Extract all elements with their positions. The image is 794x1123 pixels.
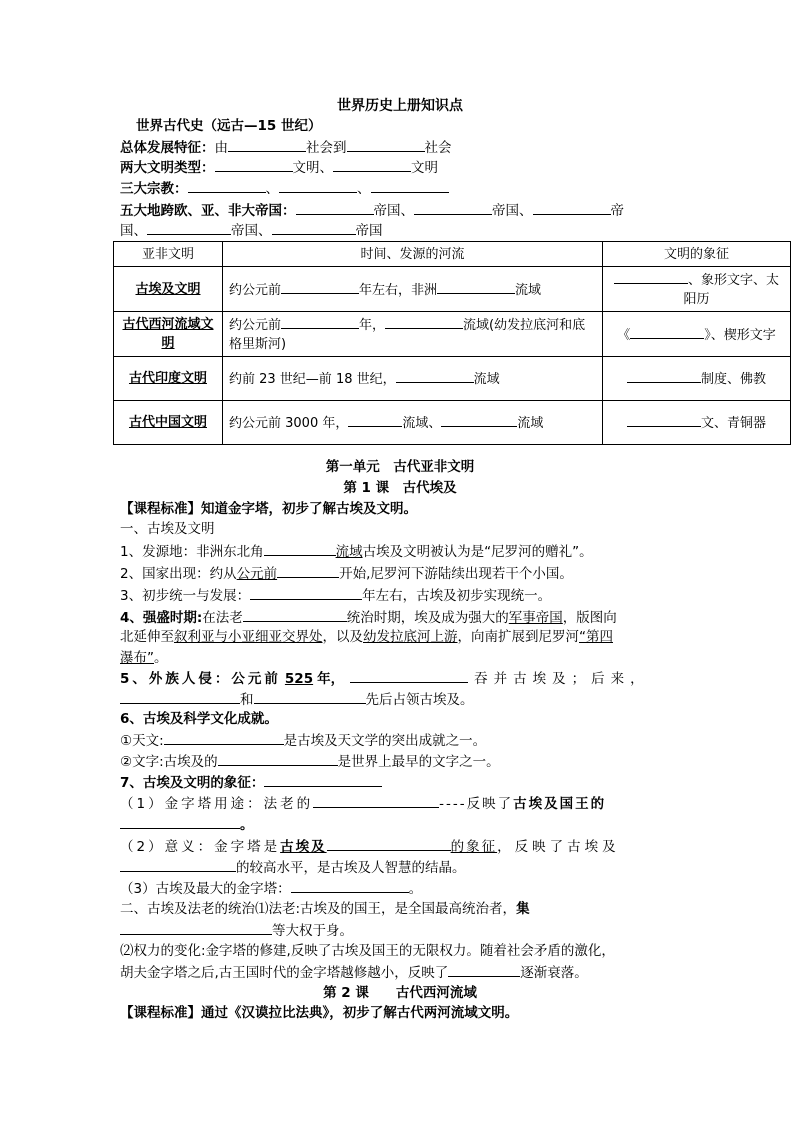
- unit-heading: 第一单元 古代亚非文明: [325, 459, 475, 475]
- text: 。: [154, 650, 168, 666]
- blank[interactable]: [614, 269, 688, 284]
- text: 叙利亚与小亚细亚交界处: [174, 629, 323, 645]
- invade-line-1: [120, 668, 680, 689]
- blank[interactable]: [414, 200, 492, 215]
- overview-label: 三大宗教：: [120, 181, 188, 197]
- text: ，版图向: [562, 610, 617, 626]
- lesson-heading: 第 1 课 古代埃及: [343, 480, 457, 496]
- text: 文明: [411, 160, 438, 176]
- text: 。: [240, 817, 254, 833]
- strong-line-2: [120, 627, 680, 647]
- text: 约公元前 3000 年，: [229, 416, 349, 431]
- text: 》、楔形文字: [704, 327, 776, 343]
- overview-label: 五大地跨欧、亚、非大帝国：: [120, 203, 296, 219]
- blank[interactable]: [627, 368, 701, 383]
- symbol-cell: [603, 312, 791, 357]
- text: 胡夫金字塔之后,古王国时代的金字塔越修越小，反映了: [120, 965, 449, 981]
- blank[interactable]: [272, 220, 356, 235]
- text: 帝国、: [231, 223, 272, 239]
- text: ，以及: [322, 629, 363, 645]
- blank[interactable]: [243, 607, 347, 622]
- table-row: [114, 401, 791, 445]
- largest-line: [120, 878, 680, 899]
- power-line-2: [120, 962, 680, 983]
- blank[interactable]: [254, 689, 366, 704]
- blank[interactable]: [215, 157, 293, 172]
- astro-line: [120, 730, 680, 751]
- text: 2、国家出现：约从: [120, 566, 237, 582]
- blank[interactable]: [437, 279, 515, 294]
- text: 和: [240, 692, 254, 708]
- text: 古埃及: [280, 839, 327, 855]
- text: 等大权于身。: [272, 923, 353, 939]
- blank[interactable]: [441, 412, 517, 427]
- text: ①天文:: [120, 733, 164, 749]
- text: （2）意义：金字塔是: [120, 839, 281, 855]
- text: 。: [408, 881, 423, 897]
- text: 流域: [335, 544, 363, 560]
- text: 二、古埃及法老的统治⑴法老:古埃及的国王，是全国最高统治者，: [120, 901, 517, 917]
- use-line-1: [120, 793, 680, 814]
- origin-line: [120, 541, 680, 562]
- text: 的较高水平，是古埃及人智慧的结晶。: [236, 860, 466, 876]
- meaning-line-1: [120, 836, 680, 857]
- text: 年: [362, 588, 376, 604]
- text: 约公元前: [229, 282, 282, 298]
- blank[interactable]: [327, 836, 451, 851]
- text: 帝国、: [373, 203, 414, 219]
- blank[interactable]: [147, 220, 231, 235]
- text: 7、古埃及文明的象征：: [120, 775, 265, 791]
- unify-line: [120, 585, 680, 606]
- text: ，向南扩展到尼罗河: [457, 629, 579, 645]
- invade-line-2: [120, 689, 680, 710]
- text: 年左右，非洲: [359, 282, 438, 298]
- text: 文、青铜器: [700, 416, 766, 431]
- power-line-1: ⑵权力的变化:金字塔的修建,反映了古埃及国王的无限权力。随着社会矛盾的激化，: [120, 943, 615, 959]
- text: 《: [617, 327, 631, 343]
- text: 流域: [515, 282, 542, 298]
- blank[interactable]: [448, 962, 520, 977]
- civilization-name: 古代西河流域文明: [114, 312, 223, 357]
- time-cell: [223, 357, 603, 401]
- text: 逐渐衰落。: [520, 965, 588, 981]
- text: ②文字:古埃及的: [120, 754, 218, 770]
- blank[interactable]: [296, 200, 374, 215]
- blank[interactable]: [348, 412, 402, 427]
- text: 帝: [610, 203, 624, 219]
- text: 帝国、: [492, 203, 533, 219]
- text: 社会: [424, 140, 452, 156]
- text: 在法老: [202, 610, 243, 626]
- text: 古埃及文明被认为是“尼罗河的赠礼”。: [362, 544, 593, 560]
- blank[interactable]: [347, 137, 425, 152]
- blank[interactable]: [371, 178, 449, 193]
- text: 年，: [317, 671, 345, 687]
- text: 开始,尼罗河下游陆续出现若干个小国。: [339, 566, 573, 582]
- table-row: [114, 267, 791, 312]
- text: 3、初步统一与发展：: [120, 588, 251, 604]
- text: 约公元前: [229, 318, 282, 333]
- meaning-line-2: [120, 857, 680, 878]
- blank[interactable]: [385, 314, 463, 329]
- blank[interactable]: [281, 314, 359, 329]
- writing-line: [120, 751, 680, 772]
- subheading: 一、古埃及文明: [120, 521, 215, 537]
- blank[interactable]: [250, 585, 362, 600]
- text: 、象形文字、太阳历: [683, 273, 779, 307]
- text: 军事帝国: [508, 610, 563, 626]
- text: 幼发拉底河上游: [363, 629, 458, 645]
- blank[interactable]: [218, 751, 338, 766]
- text: （3）古埃及最大的金字塔：: [120, 881, 291, 897]
- blank[interactable]: [228, 137, 306, 152]
- text: 统治时期，埃及成为强大的: [346, 610, 509, 626]
- text: 5、外族人侵：公元前: [120, 671, 281, 687]
- table-header-row: [114, 242, 791, 267]
- blank[interactable]: [630, 324, 704, 339]
- blank[interactable]: [120, 689, 240, 704]
- table-row: [114, 357, 791, 401]
- text: 吞并古埃及；后来，: [474, 671, 650, 687]
- text: 先后占领古埃及。: [365, 692, 474, 708]
- overview-line-2: [120, 157, 680, 178]
- text: 流域、: [402, 416, 442, 431]
- course-standard: 【课程标准】通过《汉谟拉比法典》，初步了解古代两河流域文明。: [120, 1005, 519, 1021]
- rule-line-1: [120, 899, 680, 919]
- blank[interactable]: [291, 878, 409, 893]
- blank[interactable]: [333, 157, 411, 172]
- text: 帝国: [355, 223, 383, 239]
- time-cell: [223, 312, 603, 357]
- text: 公元前: [236, 566, 278, 582]
- civilization-name: 古代中国文明: [114, 401, 223, 445]
- text: 制度、佛教: [700, 372, 766, 387]
- header-cell: 时间、发源的河流: [223, 242, 603, 267]
- time-cell: [223, 401, 603, 445]
- text: 文明、: [292, 160, 333, 176]
- text: 左右，古埃及初步实现统一。: [375, 588, 552, 604]
- symbol-cell: [603, 401, 791, 445]
- header-cell: 文明的象征: [603, 242, 791, 267]
- text: 国、: [120, 223, 147, 239]
- blank[interactable]: [396, 368, 474, 383]
- text: 流域(幼发拉底河和底格里斯河): [229, 318, 586, 352]
- blank[interactable]: [264, 772, 382, 787]
- header-cell: 亚非文明: [114, 242, 223, 267]
- civilization-name: 古埃及文明: [114, 267, 223, 312]
- text: ----反映了: [439, 796, 514, 812]
- table-row: [114, 312, 791, 357]
- blank[interactable]: [313, 793, 439, 808]
- text: 由: [214, 140, 228, 156]
- civilization-table: [113, 241, 791, 445]
- science-heading: 6、古埃及科学文化成就。: [120, 711, 278, 727]
- text: 的象征: [450, 839, 498, 855]
- text: 瀑布”: [120, 650, 154, 666]
- overview-line-3: [120, 178, 680, 199]
- use-line-2: [120, 814, 680, 835]
- overview-line-1: [120, 137, 680, 158]
- overview-line-5: [120, 220, 680, 241]
- blank[interactable]: [188, 178, 266, 193]
- text: 、: [357, 181, 371, 197]
- course-standard: 【课程标准】知道金字塔，初步了解古埃及文明。: [120, 501, 417, 517]
- blank[interactable]: [164, 730, 284, 745]
- text: “第四: [579, 629, 613, 645]
- section-heading: 世界古代史（远古—15 世纪）: [136, 118, 322, 134]
- blank[interactable]: [281, 279, 359, 294]
- strong-line-3: [120, 648, 680, 668]
- text: 、: [265, 181, 279, 197]
- text: 年，: [359, 318, 386, 333]
- text: 约前 23 世纪—前 18 世纪，: [229, 372, 396, 387]
- text: 1、发源地：非洲东北角: [120, 544, 264, 560]
- text: 流域: [473, 372, 500, 387]
- state-line: [120, 563, 680, 584]
- strong-line-1: [120, 607, 680, 628]
- overview-label: 两大文明类型：: [120, 160, 215, 176]
- blank[interactable]: [120, 814, 240, 829]
- overview-line-4: [120, 200, 680, 221]
- text: 古埃及国王的: [513, 796, 607, 812]
- blank[interactable]: [627, 412, 701, 427]
- text: 是古埃及天文学的突出成就之一。: [283, 733, 487, 749]
- civilization-name: 古代印度文明: [114, 357, 223, 401]
- blank[interactable]: [533, 200, 611, 215]
- blank[interactable]: [277, 563, 339, 578]
- text: 是世界上最早的文字之一。: [337, 754, 500, 770]
- page-title: 世界历史上册知识点: [337, 98, 463, 114]
- overview-label: 总体发展特征：: [120, 140, 215, 156]
- text: ，反映了古埃及: [497, 839, 620, 855]
- text: 流域: [517, 416, 544, 431]
- lesson-heading: 第 2 课 古代西河流域: [323, 985, 477, 1001]
- time-cell: [223, 267, 603, 312]
- text: 社会到: [306, 140, 347, 156]
- symbol-cell: [603, 267, 791, 312]
- symbol-cell: [603, 357, 791, 401]
- blank[interactable]: [279, 178, 357, 193]
- blank[interactable]: [120, 920, 272, 935]
- text: （1）金字塔用途：法老的: [120, 796, 314, 812]
- blank[interactable]: [120, 857, 236, 872]
- blank[interactable]: [350, 668, 468, 683]
- text: 集: [516, 901, 530, 917]
- symbol-line: [120, 772, 680, 793]
- rule-line-2: [120, 920, 680, 941]
- text: 4、强盛时期:: [120, 610, 203, 626]
- text: 北延伸至: [120, 629, 174, 645]
- blank[interactable]: [264, 541, 336, 556]
- text: 525: [284, 671, 314, 687]
